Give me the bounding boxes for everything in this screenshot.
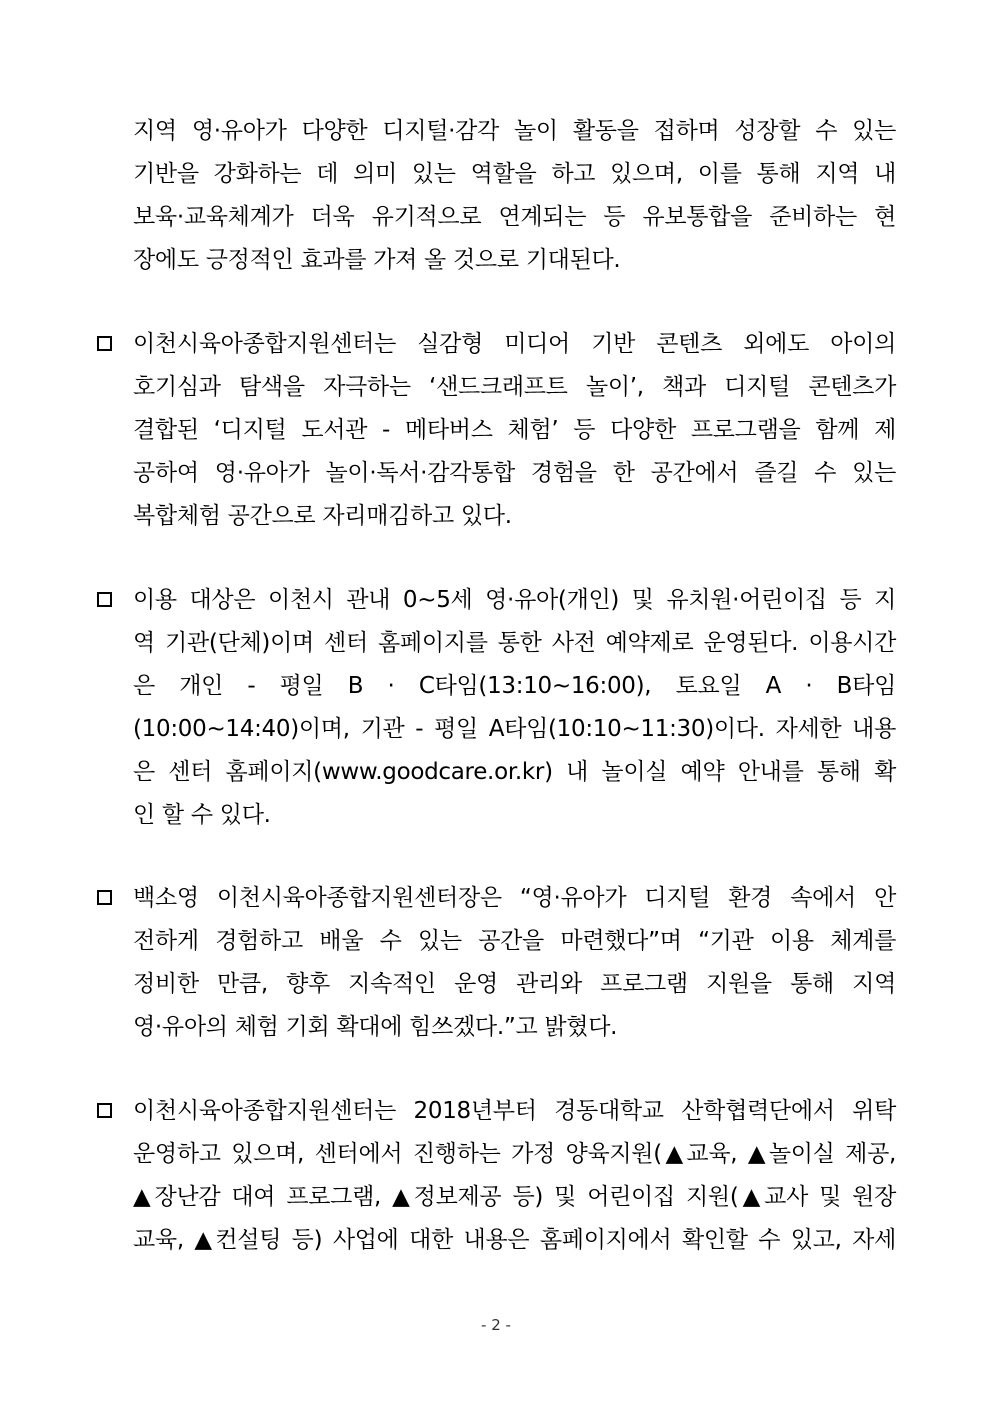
square-bullet-icon	[97, 336, 112, 351]
text-line: 전하게 경험하고 배울 수 있는 공간을 마련했다”며 “기관 이용 체계를	[133, 928, 896, 954]
text-line: 공하여 영·유아가 놀이·독서·감각통합 경험을 한 공간에서 즐길 수 있는	[133, 460, 896, 486]
square-bullet-icon	[97, 592, 112, 607]
text-line: 보육·교육체계가 더욱 유기적으로 연계되는 등 유보통합을 준비하는 현	[133, 204, 896, 230]
text-line: 장에도 긍정적인 효과를 가져 올 것으로 기대된다.	[133, 247, 621, 273]
square-bullet-icon	[97, 1103, 112, 1118]
text-line: (10:00~14:40)이며, 기관 - 평일 A타임(10:10~11:30)이다. 자세한 내용	[133, 716, 896, 742]
text-line: 은 센터 홈페이지(www.goodcare.or.kr) 내 놀이실 예약 안내를 통해 확	[133, 759, 896, 785]
text-line: 영·유아의 체험 기회 확대에 힘쓰겠다.”고 밝혔다.	[133, 1014, 618, 1040]
text-line: 복합체험 공간으로 자리매김하고 있다.	[133, 503, 512, 529]
text-line: ▲장난감 대여 프로그램, ▲정보제공 등) 및 어린이집 지원(▲교사 및 원장	[133, 1184, 896, 1210]
text-line: 결합된 ‘디지털 도서관 - 메타버스 체험’ 등 다양한 프로그램을 함께 제	[133, 417, 896, 443]
text-line: 인 할 수 있다.	[133, 802, 271, 828]
text-line: 운영하고 있으며, 센터에서 진행하는 가정 양육지원(▲교육, ▲놀이실 제공,	[133, 1141, 896, 1167]
text-line: 이천시육아종합지원센터는 실감형 미디어 기반 콘텐츠 외에도 아이의	[133, 331, 896, 357]
text-line: 은 개인 - 평일 B · C타임(13:10~16:00), 토요일 A · B타임	[133, 673, 896, 699]
text-line: 교육, ▲컨설팅 등) 사업에 대한 내용은 홈페이지에서 확인할 수 있고, 자세	[133, 1227, 896, 1253]
text-line: 지역 영·유아가 다양한 디지털·감각 놀이 활동을 접하며 성장할 수 있는	[133, 118, 896, 144]
text-line: 기반을 강화하는 데 의미 있는 역할을 하고 있으며, 이를 통해 지역 내	[133, 161, 896, 187]
text-line: 호기심과 탐색을 자극하는 ‘샌드크래프트 놀이’, 책과 디지털 콘텐츠가	[133, 374, 896, 400]
text-line: 이천시육아종합지원센터는 2018년부터 경동대학교 산학협력단에서 위탁	[133, 1098, 896, 1124]
text-line: 정비한 만큼, 향후 지속적인 운영 관리와 프로그램 지원을 통해 지역	[133, 971, 896, 997]
square-bullet-icon	[97, 890, 112, 905]
text-line: 백소영 이천시육아종합지원센터장은 “영·유아가 디지털 환경 속에서 안	[133, 885, 896, 911]
text-line: 이용 대상은 이천시 관내 0~5세 영·유아(개인) 및 유치원·어린이집 등 지	[133, 587, 896, 613]
page-number: - 2 -	[481, 1316, 511, 1334]
text-line: 역 기관(단체)이며 센터 홈페이지를 통한 사전 예약제로 운영된다. 이용시간	[133, 630, 896, 656]
